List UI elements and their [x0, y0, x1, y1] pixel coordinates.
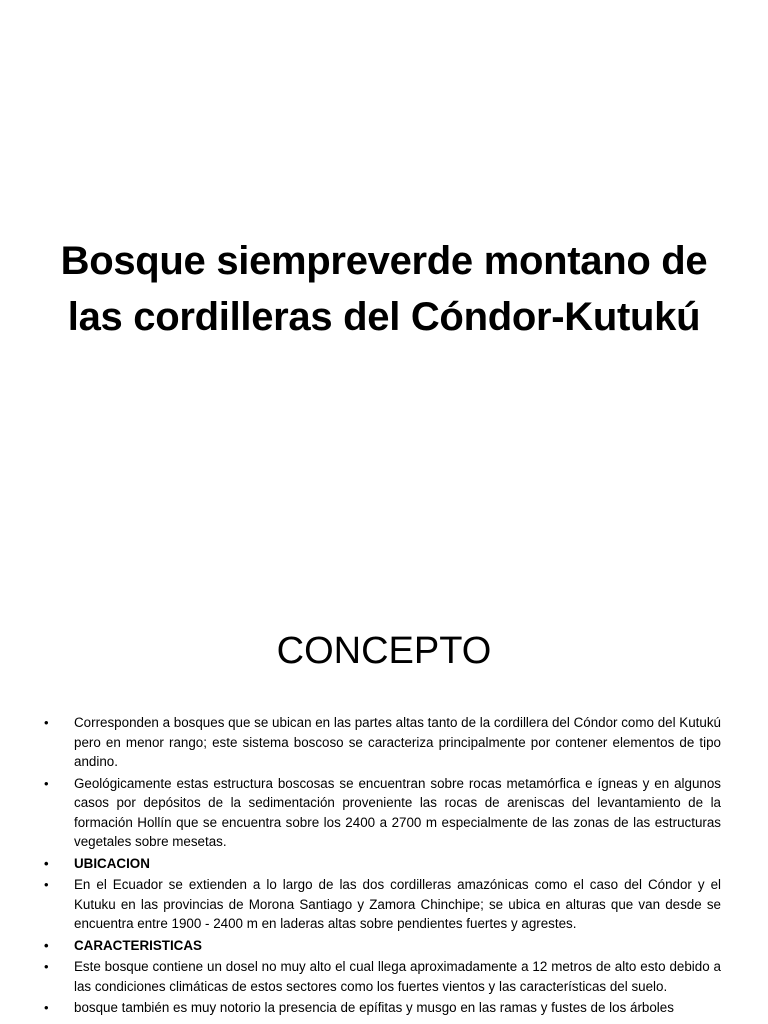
bullet-icon: • [44, 877, 49, 892]
bullet-text: bosque también es muy notorio la presencia de epífitas y musgo en las ramas y fustes de los árboles [74, 1000, 674, 1015]
document-title: Bosque siempreverde montano de las cordilleras del Cóndor-Kutukú [60, 238, 708, 339]
bullet-item [40, 713, 721, 772]
subheading-caracteristicas [40, 936, 721, 956]
subheading-text: UBICACION [74, 855, 150, 871]
bullet-icon: • [44, 775, 49, 791]
bullet-item [40, 998, 721, 1018]
bullet-item [40, 957, 721, 996]
bullet-icon: • [44, 855, 49, 871]
bullet-item [40, 774, 721, 852]
bullet-icon: • [44, 937, 49, 953]
bullet-text: En el Ecuador se extienden a lo largo de las dos cordilleras amazónicas como el caso del Cóndor y el Kutuku en las provincias de Morona Santiago y Zamora Chinchipe; se ubica en alturas que van desde se encuentra entre 1900 - 2400 m en laderas altas sobre pendientes fuertes y agrestes. [74, 877, 721, 931]
bullet-icon: • [44, 1000, 49, 1015]
subheading-text: CARACTERISTICAS [74, 937, 202, 953]
content-bullet-list [40, 713, 721, 1020]
bullet-text: Geológicamente estas estructura boscosas se encuentran sobre rocas metamórfica e ígneas y en algunos casos por depósitos de la sedimentación proveniente las rocas de areniscas del levantamiento de la formación Hollín que se encuentra sobre los 2400 a 2700 m especialmente de las zonas de las estructuras vegetales sobre mesetas. [74, 775, 721, 849]
bullet-text: Este bosque contiene un dosel no muy alto el cual llega aproximadamente a 12 metros de alto esto debido a las condiciones climáticas de estos sectores como los fuertes vientos y las características del suelo. [74, 959, 721, 994]
bullet-item [40, 875, 721, 934]
subheading-ubicacion [40, 854, 721, 874]
bullet-text: Corresponden a bosques que se ubican en las partes altas tanto de la cordillera del Cóndor como del Kutukú pero en menor rango; este sistema boscoso se caracteriza principalmente por contener elementos de tipo andino. [74, 715, 721, 769]
section-heading-concepto: CONCEPTO [276, 630, 492, 672]
bullet-icon: • [44, 715, 49, 730]
bullet-icon: • [44, 959, 49, 974]
